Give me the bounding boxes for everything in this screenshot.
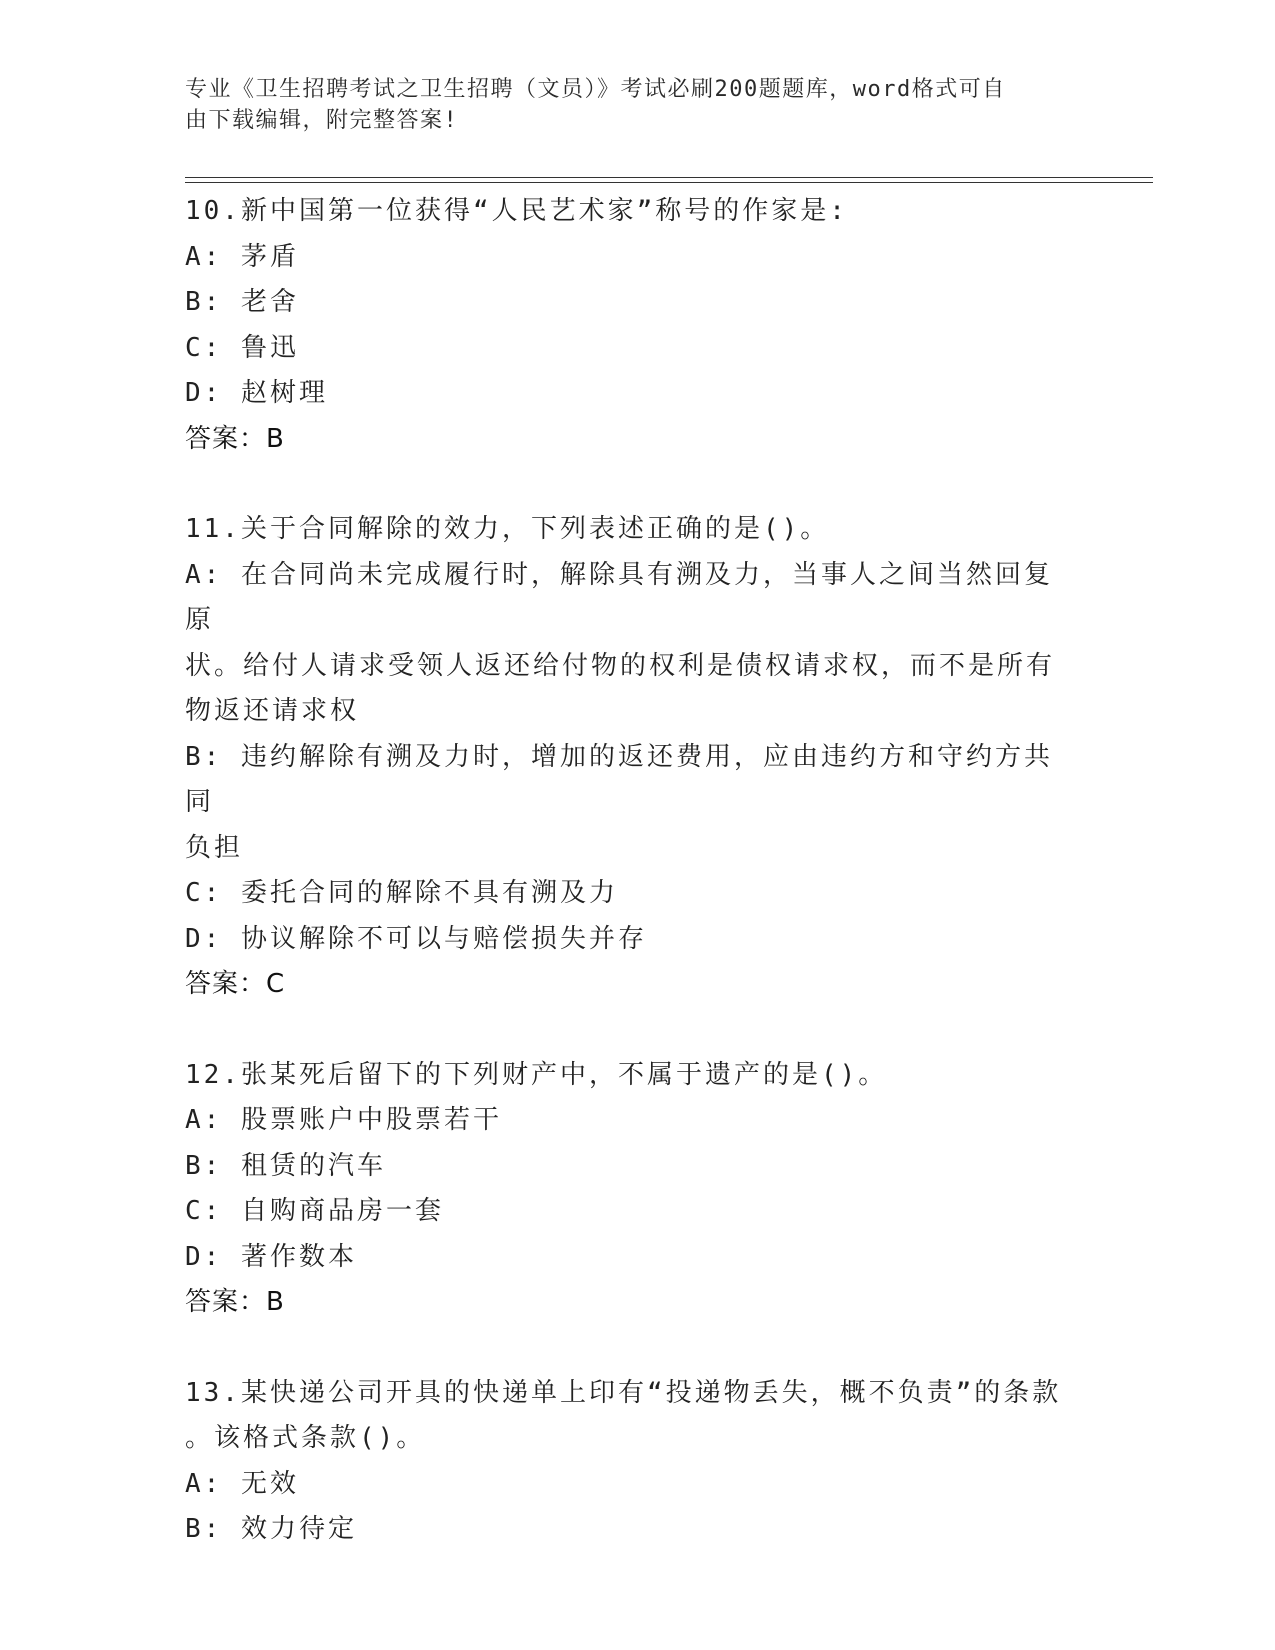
document-header	[185, 74, 1065, 136]
answer-line: 答案：C	[185, 969, 286, 999]
question-stem: 11.关于合同解除的效力，下列表述正确的是()。	[185, 514, 830, 544]
question-option: B: 违约解除有溯及力时，增加的返还费用，应由违约方和守约方共同	[185, 741, 1053, 817]
question-list	[185, 189, 1075, 1598]
question-stem: 10.新中国第一位获得“人民艺术家”称号的作家是:	[185, 196, 848, 226]
question-option: B: 租赁的汽车	[185, 1150, 386, 1181]
header-line-1: 专业《卫生招聘考试之卫生招聘（文员）》考试必刷200题题库，word格式可自	[185, 77, 1006, 102]
header-divider-bottom	[185, 182, 1153, 183]
header-divider-top	[185, 177, 1153, 178]
question-option: A: 无效	[185, 1468, 299, 1499]
question-option: D: 赵树理	[185, 378, 328, 408]
answer-line: 答案：B	[185, 423, 285, 454]
question-option: A: 在合同尚未完成履行时，解除具有溯及力，当事人之间当然回复原	[185, 559, 1053, 635]
question-block	[185, 507, 1075, 1008]
header-line-2: 由下载编辑，附完整答案!	[185, 108, 459, 133]
question-option: C: 委托合同的解除不具有溯及力	[185, 878, 618, 908]
question-option: D: 协议解除不可以与赔偿损失并存	[185, 923, 647, 954]
question-stem: 12.张某死后留下的下列财产中，不属于遗产的是()。	[185, 1059, 888, 1090]
question-block	[185, 189, 1075, 462]
question-stem: 13.某快递公司开具的快递单上印有“投递物丢失，概不负责”的条款	[185, 1377, 1062, 1408]
question-stem: 。该格式条款()。	[185, 1423, 426, 1453]
question-option: D: 著作数本	[185, 1241, 357, 1272]
question-option: B: 效力待定	[185, 1514, 357, 1544]
question-option: 负担	[185, 832, 244, 863]
question-block	[185, 1053, 1075, 1326]
question-block	[185, 1371, 1075, 1553]
question-option: B: 老舍	[185, 287, 299, 317]
question-option: C: 鲁迅	[185, 332, 299, 363]
question-option: C: 自购商品房一套	[185, 1196, 444, 1226]
question-option: A: 股票账户中股票若干	[185, 1105, 502, 1135]
question-option: A: 茅盾	[185, 241, 299, 272]
question-option: 状。给付人请求受领人返还给付物的权利是债权请求权，而不是所有	[185, 650, 1056, 681]
question-option: 物返还请求权	[185, 696, 360, 726]
answer-line: 答案：B	[185, 1287, 285, 1317]
